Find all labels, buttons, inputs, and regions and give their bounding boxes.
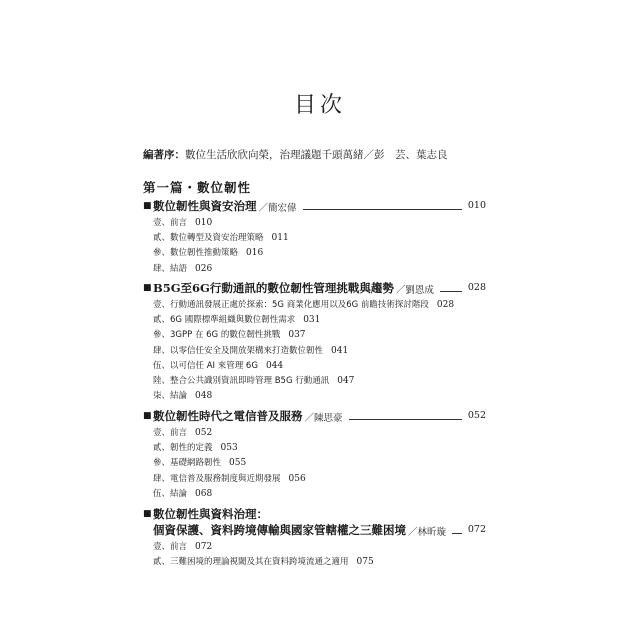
section-item[interactable]: 參、數位韌性推動策略 016 xyxy=(153,248,264,259)
section-item[interactable]: 伍、結論 068 xyxy=(153,488,213,499)
section-item[interactable]: 肆、電信普及服務制度與近期發展 056 xyxy=(153,473,306,484)
leader-line xyxy=(349,418,462,420)
chapter-author: ／簡宏偉 xyxy=(258,203,297,214)
chapter-entry[interactable] xyxy=(143,506,486,570)
chapter-page: 052 xyxy=(467,410,486,421)
leader-line xyxy=(440,290,462,292)
section-item[interactable]: 貳、韌性的定義 053 xyxy=(153,443,238,454)
section-item[interactable]: 貳、6G 國際標準組織與數位韌性需求 031 xyxy=(153,315,321,326)
section-item[interactable]: 壹、前言 072 xyxy=(153,542,213,552)
square-bullet-icon: ■ xyxy=(143,283,152,293)
chapter-title: 數位韌性與資安治理 xyxy=(153,199,257,213)
section-item[interactable]: 壹、前言 010 xyxy=(153,218,213,228)
chapter-page: 010 xyxy=(467,200,486,211)
square-bullet-icon: ■ xyxy=(143,509,152,519)
section-item[interactable]: 伍、以可信任 AI 來管理 6G 044 xyxy=(153,360,284,371)
section-item[interactable]: 肆、以零信任安全及開放架構來打造數位韌性 041 xyxy=(153,345,349,356)
page-title: 目次 xyxy=(293,93,346,118)
section-item[interactable]: 參、3GPP 在 6G 的數位韌性挑戰 037 xyxy=(153,330,306,341)
leader-line xyxy=(303,208,462,210)
chapter-title: 數位韌性與資料治理： xyxy=(153,507,268,521)
section-item[interactable]: 貳、三難困境的理論視閾及其在資料跨境流通之適用 075 xyxy=(153,557,374,568)
square-bullet-icon: ■ xyxy=(143,201,152,211)
chapter-author: ／林昕璇 xyxy=(408,527,447,538)
preface-label: 編著序： xyxy=(143,149,185,161)
chapter-title-line2: 個資保護、資料跨境傳輸與國家管轄權之三難困境 xyxy=(153,523,406,537)
chapter-author: ／陳思豪 xyxy=(304,413,343,424)
section-item[interactable]: 壹、前言 052 xyxy=(153,428,213,438)
section-item[interactable]: 肆、結語 026 xyxy=(153,263,213,274)
chapter-title: B5G至6G行動通訊的數位韌性管理挑戰與趨勢 xyxy=(153,281,394,295)
chapter-page: 028 xyxy=(467,282,486,293)
chapter-entry[interactable] xyxy=(143,198,486,277)
chapter-entry[interactable] xyxy=(143,408,486,502)
part-title: 第一篇・數位韌性 xyxy=(143,180,252,195)
section-item[interactable]: 柒、結論 048 xyxy=(153,391,213,402)
square-bullet-icon: ■ xyxy=(143,411,152,421)
chapter-title: 數位韌性時代之電信普及服務 xyxy=(153,409,303,423)
section-item[interactable]: 壹、行動通訊發展正處於探索：5G 商業化應用以及6G 前瞻技術探討階段 028 xyxy=(153,300,455,310)
preface-text: 數位生活欣欣向榮，治理議題千頭萬緒／彭 芸、葉志良 xyxy=(185,149,448,161)
preface-entry[interactable] xyxy=(143,147,448,162)
chapter-entry[interactable] xyxy=(143,280,486,404)
chapter-author: ／劉恩成 xyxy=(395,285,434,296)
leader-line xyxy=(452,532,462,534)
section-item[interactable]: 貳、數位轉型及資安治理策略 011 xyxy=(153,233,289,244)
section-item[interactable]: 參、基礎網路韌性 055 xyxy=(153,458,247,469)
chapter-page: 072 xyxy=(467,524,486,535)
section-item[interactable]: 陸、整合公共識別資訊即時管理 B5G 行動通訊 047 xyxy=(153,375,355,386)
